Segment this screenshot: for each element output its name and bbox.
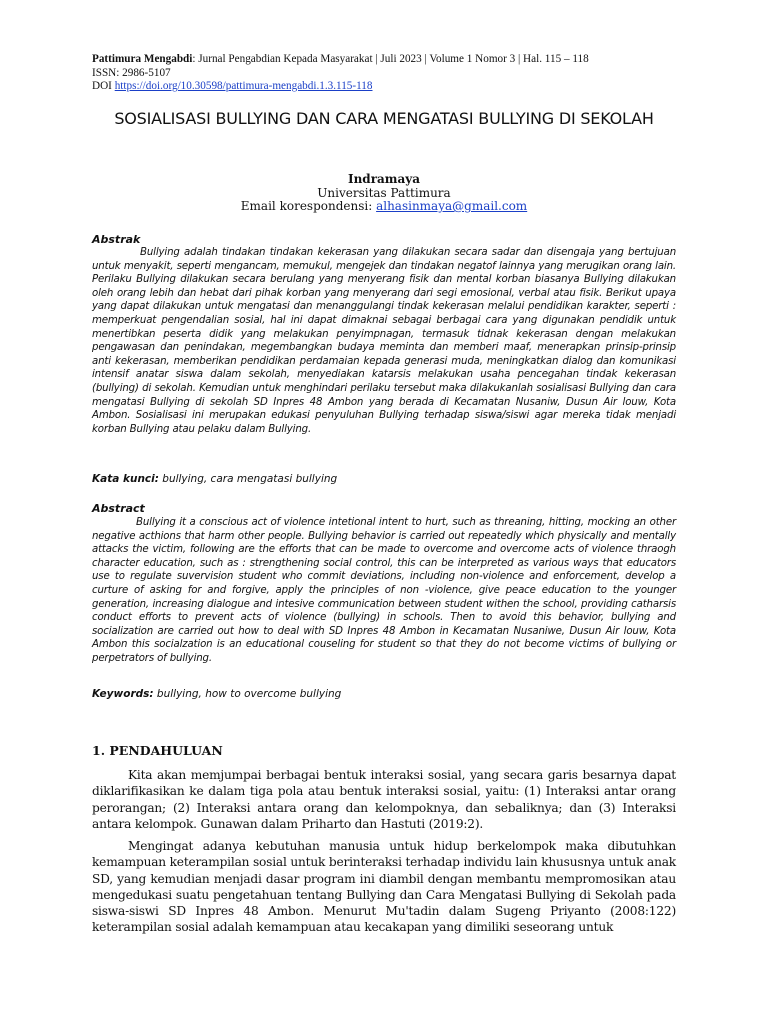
journal-citation: : Jurnal Pengabdian Kepada Masyarakat | Juli 2023 | Volume 1 Nomor 3 | Hal. 115 – 118 [192, 53, 589, 65]
body-paragraph-1 [92, 767, 676, 832]
journal-header [92, 53, 692, 94]
paper-title: SOSIALISASI BULLYING DAN CARA MENGATASI BULLYING DI SEKOLAH [114, 109, 654, 128]
paragraph-1-text: Kita akan memjumpai berbagai bentuk interaksi sosial, yang secara garis besarnya dapat diklarifikasikan ke dalam tiga pola atau bentuk interaksi sosial, yaitu: (1) Interaksi antar orang perorangan; (2) Interaksi antara orang dan kelompoknya, dan sebaliknya; dan (3) Interaksi antara kelompok. Gunawan dalam Priharto dan Hastuti (2019:2). [92, 768, 676, 831]
kata-kunci-label: Kata kunci: [92, 473, 159, 485]
doi-line [92, 80, 692, 94]
body-paragraph-2 [92, 838, 676, 936]
kata-kunci-line [92, 473, 676, 485]
abstract-en-text: Bullying it a conscious act of violence intetional intent to hurt, such as threaning, hitting, mocking an other negative acthions that harm other people. Bullying behavior is carried out repeatedly which physically and mentally attacks the victim, following are the efforts that can be made to overcome and overcome acts of violence thraogh character education, such as : strengthening social control, this can be interpreted as various ways that educators use to regulate suvervision student who commit deviations, including non-violence and enforcement, develop a curture of asking for and forgive, apply the principles of non -violence, give peace education to the younger generation, increasing dialogue and intesive communication between student withen the school, providing catharsis conduct efforts to prevent acts of violence (bullying) in schools. Then to avoid this behavior, bullying and socialization are carried out how to deal with SD Inpres 48 Ambon in Kecamatan Nusaniwe, Dusun Air louw, Kota Ambon this socialzation is an educational couseling for student so that they do not become victims of bullying or perpetrators of bullying. [92, 517, 676, 664]
doi-label: DOI [92, 80, 115, 92]
author-name: Indramaya [347, 172, 421, 186]
author-affiliation: Universitas Pattimura [317, 185, 451, 200]
doi-link[interactable]: https://doi.org/10.30598/pattimura-mengabdi.1.3.115-118 [114, 80, 373, 92]
email-label: Email korespondensi: [240, 199, 377, 213]
journal-citation-line [92, 53, 692, 67]
kata-kunci-text: bullying, cara mengatasi bullying [158, 473, 338, 485]
author-email-line [92, 200, 676, 214]
keywords-line [92, 688, 676, 700]
author-block [92, 173, 676, 214]
journal-name: Pattimura Mengabdi [92, 53, 193, 65]
keywords-label: Keywords: [92, 688, 154, 700]
abstrak-text: Bullying adalah tindakan tindakan kekerasan yang dilakukan secara sadar dan disengaja yang bertujuan untuk menyakit, seperti mengancam, memukul, mengejek dan tindakan negatof lainnya yang merugikan orang lain. Perilaku Bullying dilakukan secara berulang yang menyerang fisik dan mental korban biasanya Bullying dilakukan oleh orang lebih dan hebat dari pihak korban yang menyerang dari segi emosional, verbal atau fisik. Berikut upaya yang dapat dilakukan untuk mengatasi dan menanggulangi tindak kekerasan melalui pendidikan karakter, seperti : memperkuat pengendalian sosial, hal ini dapat dimaknai sebagai berbagai cara yang digunakan pendidik untuk menertibkan peserta didik yang melakukan penyimpnagan, termasuk tidnak kekerasan dengan melakukan pengawasan dan penindakan, megembangkan budaya meminta dan memberi maaf, menerapkan prinsip-prinsip anti kekerasan, memberikan pendidikan perdamaian kepada generasi muda, meningkatkan dialog dan komunikasi intensif anatar siswa dalam sekolah, menyediakan katarsis melakukan usaha pencegahan tindak kekerasan (bullying) di sekolah. Kemudian untuk menghindari perilaku tersebut maka dilakukanlah sosialisasi Bullying dan cara mengatasi Bullying di sekolah SD Inpres 48 Ambon yang berada di Kecamatan Nusaniw, Dusun Air louw, Kota Ambon. Sosialisasi ini merupakan edukasi penyuluhan Bullying terhadap siswa/siswi agar mereka tidak menjadi korban Bullying atau pelaku dalam Bullying. [92, 247, 676, 435]
abstrak-heading: Abstrak [92, 233, 141, 246]
abstract-en-heading: Abstract [92, 502, 145, 515]
paragraph-2-text: Mengingat adanya kebutuhan manusia untuk hidup berkelompok maka dibutuhkan kemampuan keterampilan sosial untuk berinteraksi terhadap individu lain khususnya untuk anak SD, yang kemudian menjadi dasar program ini diambil dengan membantu mempromosikan atau mengedukasi suatu pengetahuan tentang Bullying dan Cara Mengatasi Bullying di Sekolah pada siswa-siswi SD Inpres 48 Ambon. Menurut Mu'tadin dalam Sugeng Priyanto (2008:122) keterampilan sosial adalah kemampuan atau kecakapan yang dimiliki seseorang untuk [92, 839, 676, 935]
issn: ISSN: 2986-5107 [92, 66, 171, 79]
section-heading-pendahuluan: 1. PENDAHULUAN [92, 743, 223, 758]
author-email-link[interactable]: alhasinmaya@gmail.com [376, 199, 528, 213]
keywords-text: bullying, how to overcome bullying [153, 688, 342, 700]
